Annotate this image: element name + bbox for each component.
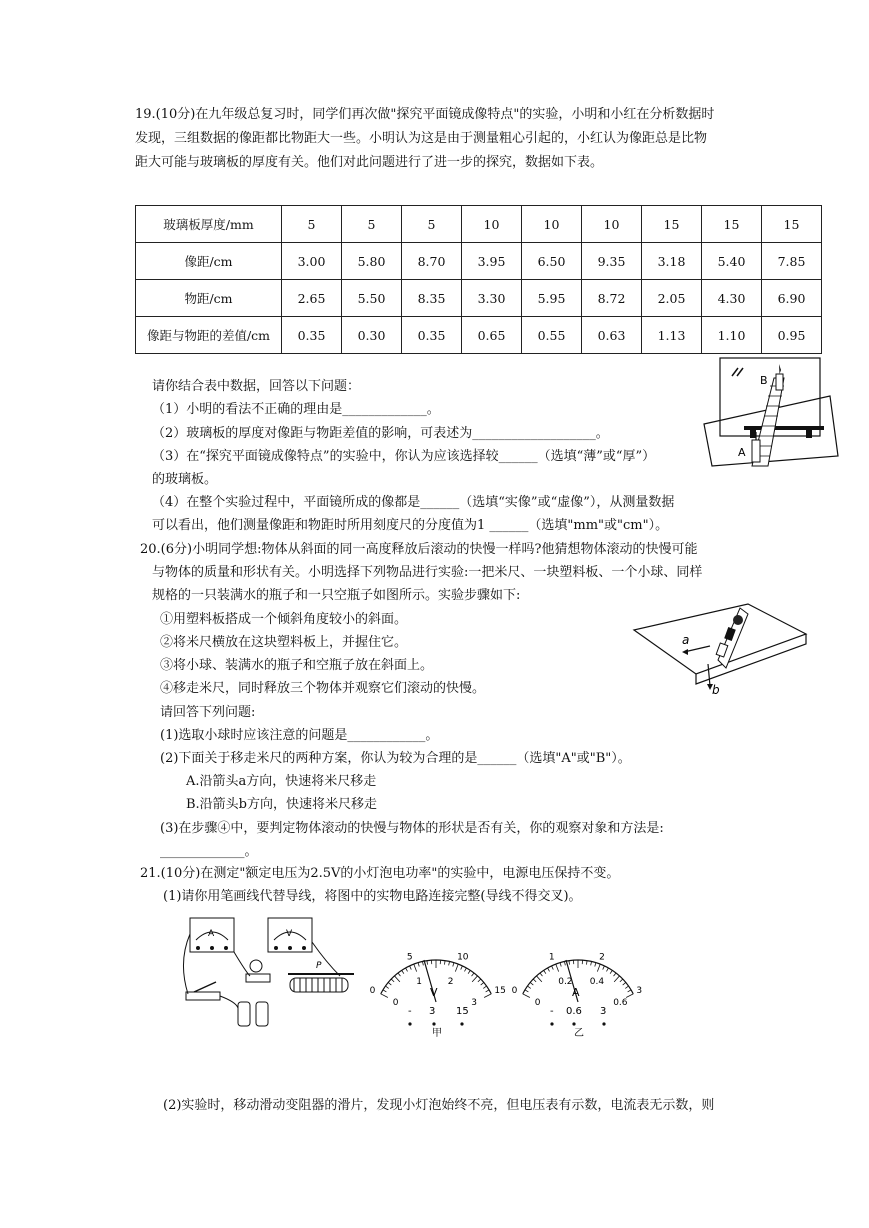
- dial-top-label: 0: [511, 986, 518, 997]
- dial-tick: [525, 990, 528, 992]
- q20-step4: ④移走米尺，同时释放三个物体并观察它们滚动的快慢。: [160, 681, 486, 696]
- q20-answer-2: (2)下面关于移走米尺的两种方案，你认为较为合理的是______（选填"A"或"B"）。: [160, 751, 631, 766]
- table-row-label: 像距/cm: [136, 243, 282, 280]
- q19-intro-line1: 19.(10分)在九年级总复习时，同学们再次做"探究平面镜成像特点"的实验，小明和小红在分析数据时: [135, 107, 715, 122]
- table-cell: 15: [702, 206, 762, 243]
- dial-tick: [418, 963, 419, 967]
- dial-bottom-label: 0.4: [589, 976, 605, 987]
- voltmeter-terminal-15: 15: [456, 1006, 469, 1017]
- dial-tick: [402, 970, 404, 973]
- table-cell: 2.05: [642, 280, 702, 317]
- table-cell: 0.35: [282, 317, 342, 354]
- table-cell: 4.30: [702, 280, 762, 317]
- dial-tick: [444, 961, 445, 965]
- arrow-b-icon: [708, 664, 710, 686]
- glass-hatch-icon: [732, 368, 743, 376]
- q19-prompt: 请你结合表中数据，回答以下问题：: [152, 379, 361, 394]
- dial-tick: [464, 968, 466, 971]
- table-cell: 2.65: [282, 280, 342, 317]
- ammeter-icon: [190, 918, 234, 952]
- dial-top-label: 0: [369, 986, 376, 997]
- table-cell: 5.95: [522, 280, 582, 317]
- dial-tick: [614, 973, 616, 976]
- dial-tick: [552, 966, 554, 970]
- table-cell: 15: [642, 206, 702, 243]
- dial-bottom-label: 0.2: [558, 976, 573, 987]
- q20-line2: 与物体的质量和形状有关。小明选择下列物品进行实验:一把米尺、一块塑料板、一个小球、同样: [152, 565, 703, 580]
- dial-tick: [523, 994, 530, 998]
- table-cell: 5.40: [702, 243, 762, 280]
- q20-option-b: B.沿箭头b方向，快速将米尺移走: [186, 797, 378, 812]
- incline-plane: [634, 604, 806, 674]
- table-row: [136, 317, 822, 354]
- dial-bottom-label: 3: [471, 998, 477, 1009]
- q20-answer-3-blank: _____________。: [160, 844, 258, 859]
- dial-tick: [569, 961, 570, 965]
- q20-option-a: A.沿箭头a方向，快速将米尺移走: [186, 774, 377, 789]
- dial-tick: [410, 966, 412, 970]
- ammeter-caption: 乙: [574, 1028, 584, 1038]
- dial-bottom-label: 0.6: [613, 998, 628, 1009]
- dial-tick: [530, 982, 533, 985]
- label-b: B: [760, 374, 768, 387]
- table-cell: 15: [762, 206, 822, 243]
- voltmeter-terminal-neg: -: [408, 1006, 412, 1017]
- dial-tick: [395, 976, 400, 982]
- dial-tick: [595, 963, 596, 967]
- table-cell: 8.35: [402, 280, 462, 317]
- dial-top-label: 5: [406, 952, 413, 963]
- dial-bottom-label: 0: [534, 998, 541, 1009]
- dial-top-label: 15: [494, 986, 506, 997]
- q19-question-4b: 可以看出，他们测量像距和物距时所用刻度尺的分度值为1 ______（选填"mm"或"cm"）。: [152, 518, 669, 533]
- table-cell: 8.72: [582, 280, 642, 317]
- table-row: [136, 206, 822, 243]
- circuit-figure: [176, 912, 366, 1030]
- table-cell: 9.35: [582, 243, 642, 280]
- table-cell: 0.30: [342, 317, 402, 354]
- ammeter-terminal-3: 3: [600, 1006, 607, 1017]
- switch-icon: [186, 982, 220, 1000]
- dial-tick: [540, 973, 542, 976]
- dial-tick: [481, 982, 484, 985]
- q21-line1: 21.(10分)在测定"额定电压为2.5V的小灯泡电功率"的实验中，电源电压保持不变。: [140, 866, 620, 881]
- q20-answer-3: (3)在步骤④中，要判定物体滚动的快慢与物体的形状是否有关，你的观察对象和方法是:: [160, 821, 664, 836]
- incline-figure: [630, 600, 810, 696]
- dial-top-label: 3: [636, 986, 643, 997]
- dial-tick: [564, 961, 565, 965]
- voltmeter-icon: [268, 918, 312, 952]
- dial-tick: [556, 964, 559, 971]
- table-cell: 5.50: [342, 280, 402, 317]
- dial-tick: [620, 979, 623, 982]
- dial-tick: [472, 973, 474, 976]
- dial-tick: [591, 961, 592, 965]
- table-cell: 0.63: [582, 317, 642, 354]
- ammeter-terminal-06: 0.6: [566, 1006, 582, 1017]
- dial-tick: [484, 994, 491, 998]
- dial-tick: [586, 961, 587, 965]
- voltmeter-label: V: [286, 929, 293, 939]
- q19-question-3b: 的玻璃板。: [152, 472, 218, 487]
- dial-bottom-label: 2: [447, 976, 454, 987]
- dial-tick: [610, 970, 612, 973]
- dial-tick: [461, 966, 463, 970]
- dial-tick: [544, 970, 546, 973]
- dial-tick: [422, 961, 423, 965]
- q19-question-3a: （3）在“探究平面镜成像特点”的实验中，你认为应该选择较______（选填“薄”或“厚”）: [152, 449, 656, 464]
- dial-tick: [455, 964, 458, 971]
- dial-top-label: 1: [548, 952, 555, 963]
- q19-question-1: （1）小明的看法不正确的理由是_____________。: [152, 402, 440, 417]
- dial-tick: [603, 966, 605, 970]
- dial-tick: [614, 976, 619, 982]
- ammeter-label: A: [208, 929, 215, 939]
- q19-question-4a: （4）在整个实验过程中，平面镜所成的像都是______（选填“实像”或“虚像”），从测量数据: [152, 495, 675, 510]
- arrow-a-label: a: [682, 633, 690, 647]
- table-cell: 6.90: [762, 280, 822, 317]
- q21-step2: (2)实验时，移动滑动变阻器的滑片，发现小灯泡始终不亮，但电压表有示数，电流表无示数，则: [163, 1098, 715, 1113]
- ammeter-dial: [508, 930, 648, 1038]
- voltmeter-dial: [366, 930, 506, 1038]
- q20-line3: 规格的一只装满水的瓶子和一只空瓶子如图所示。实验步骤如下:: [152, 588, 521, 603]
- table-cell: 8.70: [402, 243, 462, 280]
- table-cell: 1.10: [702, 317, 762, 354]
- q20-ask: 请回答下列问题:: [160, 705, 256, 720]
- table-cell: 3.95: [462, 243, 522, 280]
- q20-step2: ②将米尺横放在这块塑料板上，并握住它。: [160, 635, 408, 650]
- dial-tick: [483, 986, 486, 988]
- dial-tick: [406, 968, 408, 971]
- table-cell: 5: [342, 206, 402, 243]
- q21-step1: (1)请你用笔画线代替导线，将图中的实物电路连接完整(导线不得交叉)。: [163, 889, 582, 904]
- dial-top-label: 2: [599, 952, 605, 963]
- table-cell: 3.30: [462, 280, 522, 317]
- table-cell: 5: [402, 206, 462, 243]
- dial-tick: [381, 994, 388, 998]
- ammeter-terminal-neg: -: [550, 1006, 554, 1017]
- q19-intro-line2: 发现，三组数据的像距都比物距大一些。小明认为这是由于测量粗心引起的，小红认为像距总是比物: [135, 131, 708, 146]
- ammeter-dial-symbol: A: [572, 986, 580, 999]
- table-row-label: 像距与物距的差值/cm: [136, 317, 282, 354]
- q19-question-2: （2）玻璃板的厚度对像距与物距差值的影响，可表述为___________________。: [152, 426, 609, 441]
- dial-top-label: 10: [457, 952, 469, 963]
- label-a: A: [738, 446, 746, 459]
- table-cell: 10: [462, 206, 522, 243]
- candle-b-icon: [776, 364, 783, 390]
- dial-bottom-label: 0: [392, 998, 399, 1009]
- table-cell: 3.18: [642, 243, 702, 280]
- slider-label: P: [316, 961, 322, 971]
- ball-icon: [733, 615, 743, 625]
- table-cell: 5: [282, 206, 342, 243]
- q19-data-table: [135, 205, 822, 354]
- dial-tick: [391, 979, 394, 982]
- dial-tick: [625, 986, 628, 988]
- dial-tick: [628, 990, 631, 992]
- table-row: [136, 280, 822, 317]
- dial-tick: [468, 970, 470, 973]
- table-row: [136, 243, 822, 280]
- table-cell: 0.65: [462, 317, 522, 354]
- table-cell: 3.00: [282, 243, 342, 280]
- dial-tick: [398, 973, 400, 976]
- dial-tick: [453, 963, 454, 967]
- voltmeter-caption: 甲: [432, 1028, 442, 1038]
- battery-icon: [238, 1002, 268, 1026]
- table-row-label: 玻璃板厚度/mm: [136, 206, 282, 243]
- dial-tick: [427, 961, 428, 965]
- table-cell: 0.55: [522, 317, 582, 354]
- dial-tick: [606, 968, 608, 971]
- dial-tick: [626, 994, 633, 998]
- voltmeter-dial-symbol: V: [430, 986, 438, 999]
- q19-intro-line3: 距大可能与玻璃板的厚度有关。他们对此问题进行了进一步的探究，数据如下表。: [135, 155, 604, 170]
- dial-tick: [560, 963, 561, 967]
- dial-bottom-label: 1: [416, 976, 422, 987]
- dial-tick: [537, 976, 542, 982]
- dial-tick: [414, 964, 417, 971]
- dial-tick: [472, 976, 477, 982]
- table-row-label: 物距/cm: [136, 280, 282, 317]
- q20-step3: ③将小球、装满水的瓶子和空瓶子放在斜面上。: [160, 658, 434, 673]
- table-cell: 10: [582, 206, 642, 243]
- dial-tick: [597, 964, 600, 971]
- dial-tick: [385, 986, 388, 988]
- rheostat-icon: [288, 961, 354, 992]
- q20-step1: ①用塑料板搭成一个倾斜角度较小的斜面。: [160, 612, 408, 627]
- q20-line1: 20.(6分)小明同学想:物体从斜面的同一高度释放后滚动的快慢一样吗?他猜想物体滚动的快慢可能: [140, 542, 698, 557]
- dial-tick: [623, 982, 626, 985]
- table-cell: 6.50: [522, 243, 582, 280]
- q20-answer-1: (1)选取小球时应该注意的问题是____________。: [160, 728, 439, 743]
- arrow-b-label: b: [712, 683, 720, 696]
- dial-tick: [533, 979, 536, 982]
- table-cell: 1.13: [642, 317, 702, 354]
- table-cell: 5.80: [342, 243, 402, 280]
- dial-tick: [548, 968, 550, 971]
- dial-tick: [383, 990, 386, 992]
- voltmeter-terminal-3: 3: [429, 1006, 436, 1017]
- meter-ruler: [718, 608, 748, 668]
- lamp-icon: [246, 960, 270, 982]
- mirror-experiment-figure: [702, 356, 842, 476]
- table-cell: 0.35: [402, 317, 462, 354]
- table-cell: 7.85: [762, 243, 822, 280]
- dial-tick: [527, 986, 530, 988]
- dial-tick: [486, 990, 489, 992]
- table-cell: 10: [522, 206, 582, 243]
- dial-tick: [478, 979, 481, 982]
- table-cell: 0.95: [762, 317, 822, 354]
- dial-tick: [449, 961, 450, 965]
- dial-tick: [388, 982, 391, 985]
